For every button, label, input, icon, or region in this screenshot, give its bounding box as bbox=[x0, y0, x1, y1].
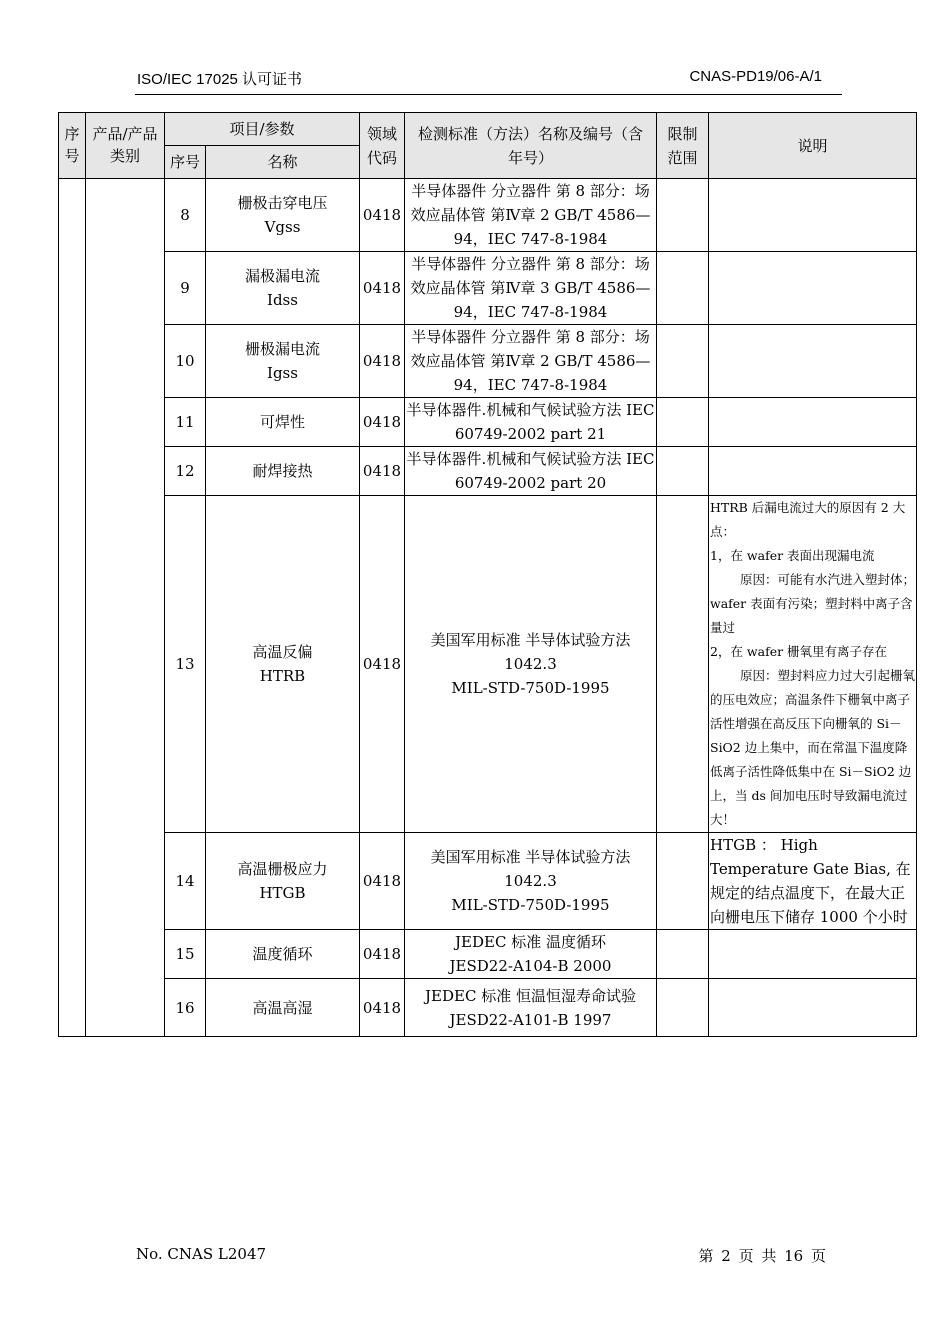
row-note bbox=[709, 325, 917, 398]
row-limit bbox=[657, 979, 709, 1037]
row-name: 耐焊接热 bbox=[206, 447, 360, 496]
row-standard: 半导体器件 分立器件 第 8 部分：场效应晶体管 第Ⅳ章 2 GB/T 4586—94，IEC 747-8-1984 bbox=[405, 325, 657, 398]
header-left: ISO/IEC 17025 认可证书 bbox=[137, 71, 303, 88]
row-note bbox=[709, 398, 917, 447]
row-limit bbox=[657, 833, 709, 930]
product-cell bbox=[86, 179, 165, 1037]
row-no: 13 bbox=[165, 496, 206, 833]
row-code: 0418 bbox=[360, 496, 405, 833]
header-seq: 序号 bbox=[59, 113, 86, 179]
row-no: 15 bbox=[165, 930, 206, 979]
row-note bbox=[709, 179, 917, 252]
note-line: 1，在 wafer 表面出现漏电流 bbox=[710, 548, 875, 563]
row-code: 0418 bbox=[360, 398, 405, 447]
row-note bbox=[709, 252, 917, 325]
row-limit bbox=[657, 179, 709, 252]
header-right: CNAS-PD19/06-A/1 bbox=[689, 68, 822, 85]
row-limit bbox=[657, 398, 709, 447]
row-name: 可焊性 bbox=[206, 398, 360, 447]
row-standard: 美国军用标准 半导体试验方法 1042.3 MIL-STD-750D-1995 bbox=[405, 496, 657, 833]
row-note bbox=[709, 447, 917, 496]
row-standard: 半导体器件 分立器件 第 8 部分：场效应晶体管 第Ⅳ章 3 GB/T 4586—94，IEC 747-8-1984 bbox=[405, 252, 657, 325]
row-no: 11 bbox=[165, 398, 206, 447]
row-limit bbox=[657, 252, 709, 325]
row-no: 14 bbox=[165, 833, 206, 930]
row-standard: JEDEC 标准 温度循环 JESD22-A104-B 2000 bbox=[405, 930, 657, 979]
row-no: 16 bbox=[165, 979, 206, 1037]
note-line: 2，在 wafer 栅氧里有离子存在 bbox=[710, 644, 888, 659]
footer-cert-number: No. CNAS L2047 bbox=[136, 1245, 267, 1263]
row-standard: 半导体器件.机械和气候试验方法 IEC 60749-2002 part 20 bbox=[405, 447, 657, 496]
row-code: 0418 bbox=[360, 833, 405, 930]
row-code: 0418 bbox=[360, 979, 405, 1037]
row-code: 0418 bbox=[360, 252, 405, 325]
accreditation-table bbox=[58, 112, 917, 1037]
row-standard: 半导体器件 分立器件 第 8 部分：场效应晶体管 第Ⅳ章 2 GB/T 4586—94，IEC 747-8-1984 bbox=[405, 179, 657, 252]
row-name: 高温反偏 HTRB bbox=[206, 496, 360, 833]
row-note bbox=[709, 930, 917, 979]
header-standard: 检测标准（方法）名称及编号（含年号） bbox=[405, 113, 657, 179]
row-limit bbox=[657, 496, 709, 833]
header-note: 说明 bbox=[709, 113, 917, 179]
row-code: 0418 bbox=[360, 930, 405, 979]
header-sub-seq: 序号 bbox=[165, 146, 206, 179]
header-domain-code: 领域代码 bbox=[360, 113, 405, 179]
header-rule bbox=[135, 94, 842, 95]
row-name: 温度循环 bbox=[206, 930, 360, 979]
header-item-param: 项目/参数 bbox=[165, 113, 360, 146]
header-product: 产品/产品类别 bbox=[86, 113, 165, 179]
row-name: 高温高湿 bbox=[206, 979, 360, 1037]
row-no: 8 bbox=[165, 179, 206, 252]
row-no: 12 bbox=[165, 447, 206, 496]
row-limit bbox=[657, 447, 709, 496]
row-code: 0418 bbox=[360, 447, 405, 496]
seq-cell bbox=[59, 179, 86, 1037]
row-no: 10 bbox=[165, 325, 206, 398]
row-note-htgb: HTGB ： High Temperature Gate Bias, 在规定的结点温度下，在最大正向栅电压下储存 1000 个小时 bbox=[709, 833, 917, 930]
row-code: 0418 bbox=[360, 325, 405, 398]
row-standard: JEDEC 标准 恒温恒湿寿命试验 JESD22-A101-B 1997 bbox=[405, 979, 657, 1037]
footer-page-number: 第 2 页 共 16 页 bbox=[698, 1247, 826, 1265]
row-no: 9 bbox=[165, 252, 206, 325]
note-line: 原因：塑封料应力过大引起栅氧的压电效应；高温条件下栅氧中离子活性增强在高反压下向栅氧的 Si－SiO2 边上集中，而在常温下温度降低离子活性降低集中在 Si－SiO2 边上，当 ds 间加电压时导致漏电流过大！ bbox=[710, 668, 916, 827]
row-limit bbox=[657, 930, 709, 979]
row-limit bbox=[657, 325, 709, 398]
note-line: 原因：可能有水汽进入塑封体；wafer 表面有污染；塑封料中离子含量过 bbox=[710, 572, 916, 635]
row-note bbox=[709, 979, 917, 1037]
row-name: 栅极漏电流 Igss bbox=[206, 325, 360, 398]
row-name: 栅极击穿电压 Vgss bbox=[206, 179, 360, 252]
row-standard: 美国军用标准 半导体试验方法 1042.3 MIL-STD-750D-1995 bbox=[405, 833, 657, 930]
row-name: 漏极漏电流 Idss bbox=[206, 252, 360, 325]
note-line: HTRB 后漏电流过大的原因有 2 大点： bbox=[710, 500, 906, 539]
row-name: 高温栅极应力 HTGB bbox=[206, 833, 360, 930]
row-code: 0418 bbox=[360, 179, 405, 252]
header-sub-name: 名称 bbox=[206, 146, 360, 179]
row-standard: 半导体器件.机械和气候试验方法 IEC 60749-2002 part 21 bbox=[405, 398, 657, 447]
header-limit: 限制范围 bbox=[657, 113, 709, 179]
row-note-htrb bbox=[709, 496, 917, 833]
